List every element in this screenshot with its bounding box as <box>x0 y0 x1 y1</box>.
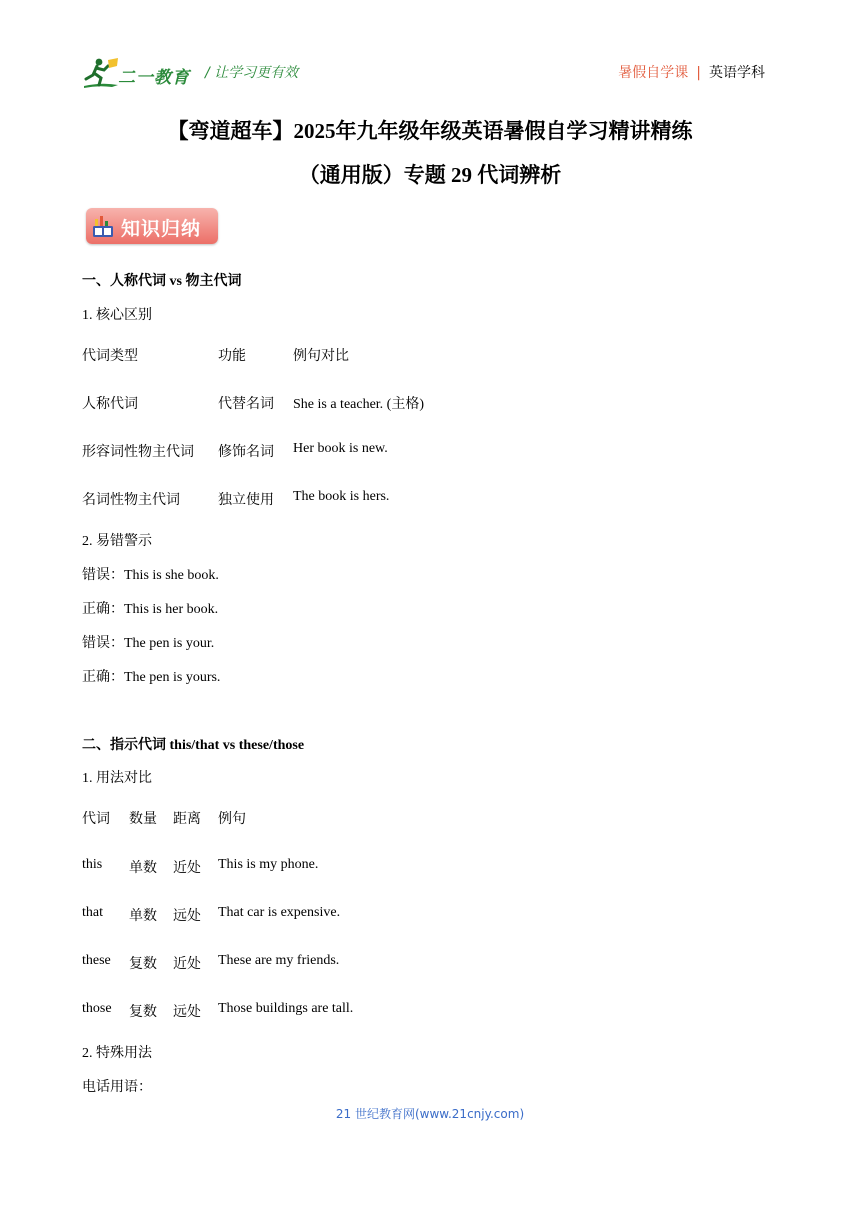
badge-label: 知识归纳 <box>121 218 202 240</box>
book-chart-icon <box>92 214 114 238</box>
table1-row2-type: 形容词性物主代词 <box>82 445 194 460</box>
section2-subheading-2: 2. 特殊用法 <box>82 1046 152 1061</box>
table2-row3-example: These are my friends. <box>218 953 340 968</box>
table2-row4-number: 复数 <box>129 1005 157 1020</box>
table2-header-distance: 距离 <box>173 812 201 827</box>
table2-row2-distance: 远处 <box>173 909 201 924</box>
table1-header-function: 功能 <box>218 349 246 364</box>
phone-usage-line: 电话用语： <box>82 1080 152 1095</box>
section1-subheading-1: 1. 核心区别 <box>82 308 152 323</box>
table1-row1-function: 代替名词 <box>218 397 274 412</box>
section1-subheading-2: 2. 易错警示 <box>82 534 152 549</box>
subject-label: 英语学科 <box>709 65 765 81</box>
page-title-line2: （通用版）专题 29 代词辨析 <box>298 163 562 187</box>
section2-subheading-1: 1. 用法对比 <box>82 771 152 786</box>
table2-row1-example: This is my phone. <box>218 857 319 872</box>
table1-row2-function: 修饰名词 <box>218 445 274 460</box>
table2-row4-example: Those buildings are tall. <box>218 1001 354 1016</box>
logo-text: 二一教育 <box>118 68 190 88</box>
section1-heading: 一、人称代词 vs 物主代词 <box>82 274 242 289</box>
table1-row3-function: 独立使用 <box>218 493 274 508</box>
table1-row3-example: The book is hers. <box>293 489 390 504</box>
table2-row4-distance: 远处 <box>173 1005 201 1020</box>
table2-row3-number: 复数 <box>129 957 157 972</box>
table1-header-example: 例句对比 <box>293 349 349 364</box>
section2-heading: 二、指示代词 this/that vs these/those <box>82 738 305 753</box>
header-right <box>618 62 765 82</box>
table1-header-type: 代词类型 <box>82 349 138 364</box>
table1-row1-type: 人称代词 <box>82 397 138 412</box>
page-title-line1: 【弯道超车】2025年九年级年级英语暑假自学习精讲精练 <box>167 119 693 143</box>
table2-row1-distance: 近处 <box>173 861 201 876</box>
table1-row3-type: 名词性物主代词 <box>82 493 180 508</box>
table2-row2-example: That car is expensive. <box>218 905 341 920</box>
table2-row4-pronoun: those <box>82 1001 112 1016</box>
table2-row3-pronoun: these <box>82 953 111 968</box>
table2-header-pronoun: 代词 <box>82 812 110 827</box>
warning-line-2: 正确：This is her book. <box>82 602 219 617</box>
table1-row2-example: Her book is new. <box>293 441 388 456</box>
table2-header-example: 例句 <box>218 812 246 827</box>
table2-row1-number: 单数 <box>129 861 157 876</box>
header-separator: | <box>696 65 701 81</box>
table1-row1-example: She is a teacher. (主格) <box>293 397 425 412</box>
table2-row2-number: 单数 <box>129 909 157 924</box>
slogan: / 让学习更有效 <box>205 65 299 81</box>
warning-line-4: 正确：The pen is yours. <box>82 670 221 685</box>
table2-row2-pronoun: that <box>82 905 103 920</box>
warning-line-1: 错误：This is she book. <box>82 568 219 583</box>
footer-link[interactable]: 21 世纪教育网(www.21cnjy.com) <box>335 1107 525 1121</box>
warning-line-3: 错误：The pen is your. <box>82 636 215 651</box>
table2-row1-pronoun: this <box>82 857 103 872</box>
table2-header-number: 数量 <box>129 812 157 827</box>
course-label: 暑假自学课 <box>618 65 689 81</box>
table2-row3-distance: 近处 <box>173 957 201 972</box>
